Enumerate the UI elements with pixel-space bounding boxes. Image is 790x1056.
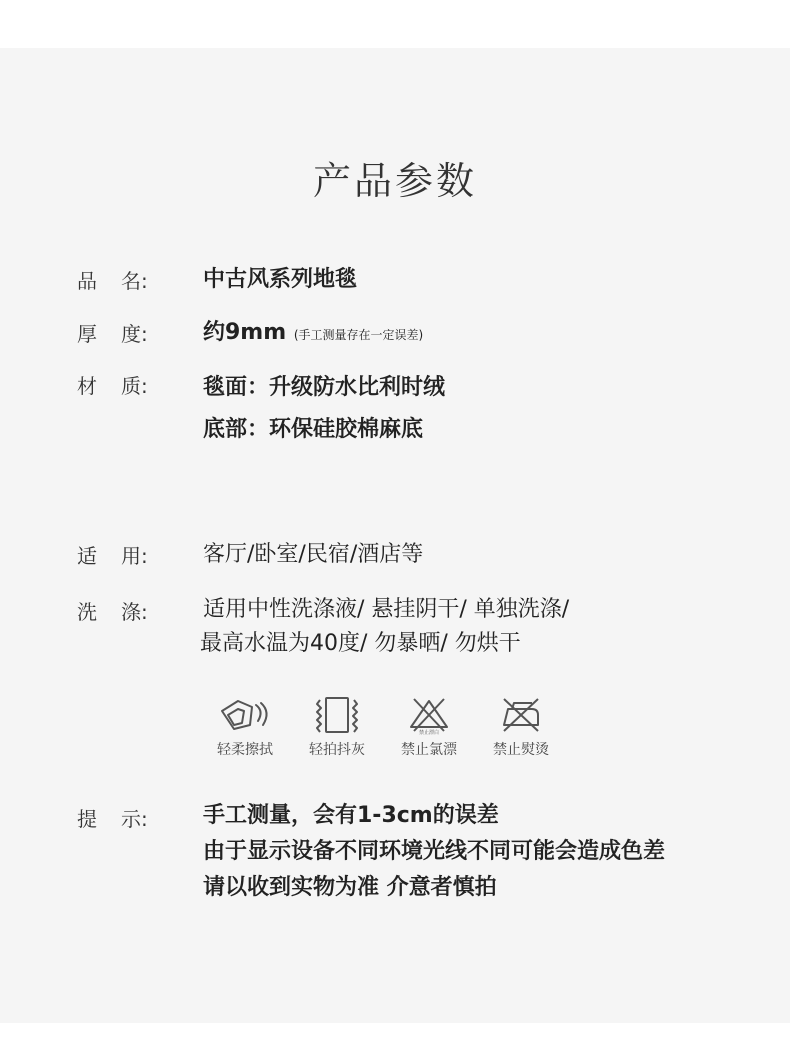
name-value: 中古风系列地毯 [203,267,358,292]
tips-label: 提 示: [77,807,148,831]
care-item-bleach [394,695,464,759]
material-value [203,367,445,451]
material-base: 底部：环保硅胶棉麻底 [203,417,424,442]
washing-line-2: 最高水温为40度/ 勿暴晒/ 勿烘干 [200,631,521,656]
tips-value [203,798,665,906]
tips-line-3: 请以收到实物为准 介意者慎拍 [203,875,497,900]
care-item-iron [486,695,556,759]
material-label: 材 质: [77,374,148,398]
pat-dust-icon [306,695,368,735]
tips-line-1: 手工测量，会有1-3cm的误差 [203,803,499,828]
thickness-label: 厚 度: [77,322,148,346]
name-label: 品 名: [77,269,148,293]
bleach-label: 禁止氯漂 [401,742,457,758]
material-surface: 毯面：升级防水比利时绒 [203,375,446,400]
usage-label: 适 用: [77,544,148,568]
thickness-note: (手工测量存在一定误差) [293,328,424,342]
no-bleach-icon [398,695,460,735]
hand-wipe-icon [214,695,276,735]
usage-value: 客厅/卧室/民宿/酒店等 [203,542,424,567]
page-title: 产品参数 [312,159,477,203]
tips-line-2: 由于显示设备不同环境光线不同可能会造成色差 [203,839,666,864]
bleach-small-text: 禁止漂白 [418,730,440,735]
pat-label: 轻拍抖灰 [309,742,365,758]
iron-label: 禁止熨烫 [493,742,549,758]
care-item-wipe [210,695,280,759]
no-iron-icon [490,695,552,735]
wipe-label: 轻柔擦拭 [217,742,273,758]
washing-line-1: 适用中性洗涤液/ 悬挂阴干/ 单独洗涤/ [203,597,570,622]
washing-value [200,593,570,661]
washing-label: 洗 涤: [77,600,148,624]
thickness-value: 约9mm (手工测量存在一定误差) [203,320,424,345]
care-item-pat [302,695,372,759]
care-icons [205,695,575,765]
